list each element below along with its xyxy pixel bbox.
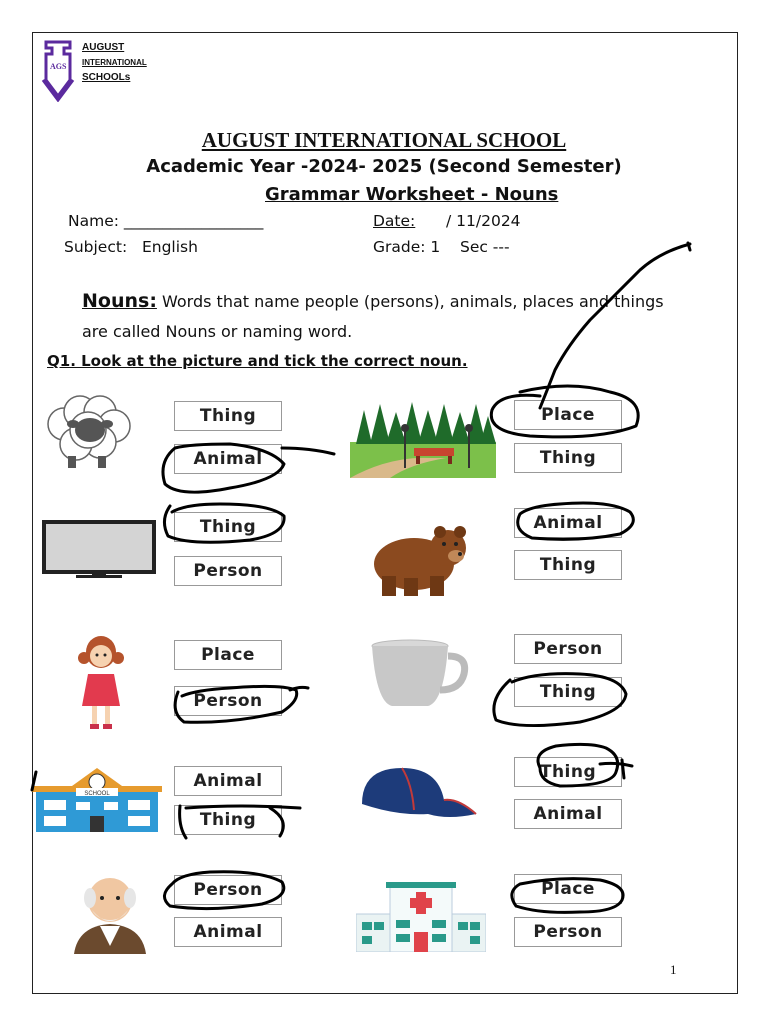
option-tv-person[interactable]: Person xyxy=(174,556,282,586)
option-girl-person[interactable]: Person xyxy=(174,686,282,716)
option-sheep-thing[interactable]: Thing xyxy=(174,401,282,431)
option-bear-animal[interactable]: Animal xyxy=(514,508,622,538)
option-cup-thing[interactable]: Thing xyxy=(514,677,622,707)
logo-line-1: AUGUST xyxy=(82,42,125,53)
option-school-thing[interactable]: Thing xyxy=(174,805,282,835)
girl-icon xyxy=(76,632,126,732)
option-cap-animal[interactable]: Animal xyxy=(514,799,622,829)
sheep-icon xyxy=(40,392,136,472)
option-cup-person[interactable]: Person xyxy=(514,634,622,664)
option-cap-thing[interactable]: Thing xyxy=(514,757,622,787)
school-sign-text: SCHOOL xyxy=(84,791,110,797)
name-field: Name: __________________ xyxy=(68,212,264,230)
academic-year: Academic Year -2024- 2025 (Second Semester) xyxy=(146,156,622,177)
option-bear-thing[interactable]: Thing xyxy=(514,550,622,580)
option-school-animal[interactable]: Animal xyxy=(174,766,282,796)
cup-icon xyxy=(368,638,472,710)
option-park-thing[interactable]: Thing xyxy=(514,443,622,473)
definition-line-2: are called Nouns or naming word. xyxy=(82,322,353,341)
school-logo xyxy=(40,40,147,104)
school-title: AUGUST INTERNATIONAL SCHOOL xyxy=(201,128,567,152)
shield-logo-icon xyxy=(40,40,76,102)
television-icon xyxy=(42,520,156,580)
definition-line-1: Words that name people (persons), animals, places and things xyxy=(156,292,664,311)
option-sheep-animal[interactable]: Animal xyxy=(174,444,282,474)
park-icon xyxy=(350,398,496,478)
option-oldman-animal[interactable]: Animal xyxy=(174,917,282,947)
question-1: Q1. Look at the picture and tick the correct noun. xyxy=(47,352,468,370)
worksheet-title: Grammar Worksheet - Nouns xyxy=(265,184,559,205)
date-label: Date: xyxy=(373,212,416,230)
cap-icon xyxy=(358,764,480,822)
option-girl-place[interactable]: Place xyxy=(174,640,282,670)
grade-field: Grade: 1 Sec --- xyxy=(373,238,510,256)
option-park-place[interactable]: Place xyxy=(514,400,622,430)
logo-line-2: INTERNATIONAL xyxy=(82,58,147,67)
hospital-icon xyxy=(356,880,486,952)
bear-icon xyxy=(370,520,474,596)
old-man-icon xyxy=(68,872,152,954)
school-building-icon xyxy=(32,766,162,834)
option-hospital-person[interactable]: Person xyxy=(514,917,622,947)
page-number: 1 xyxy=(670,962,677,977)
noun-definition xyxy=(82,286,682,347)
logo-line-3: SCHOOLs xyxy=(82,72,131,83)
option-oldman-person[interactable]: Person xyxy=(174,875,282,905)
subject-field: Subject: English xyxy=(64,238,198,256)
option-tv-thing[interactable]: Thing xyxy=(174,512,282,542)
noun-term: Nouns: xyxy=(82,290,157,312)
option-hospital-place[interactable]: Place xyxy=(514,874,622,904)
logo-initials: AGS xyxy=(50,62,67,71)
date-value: / 11/2024 xyxy=(446,212,521,230)
